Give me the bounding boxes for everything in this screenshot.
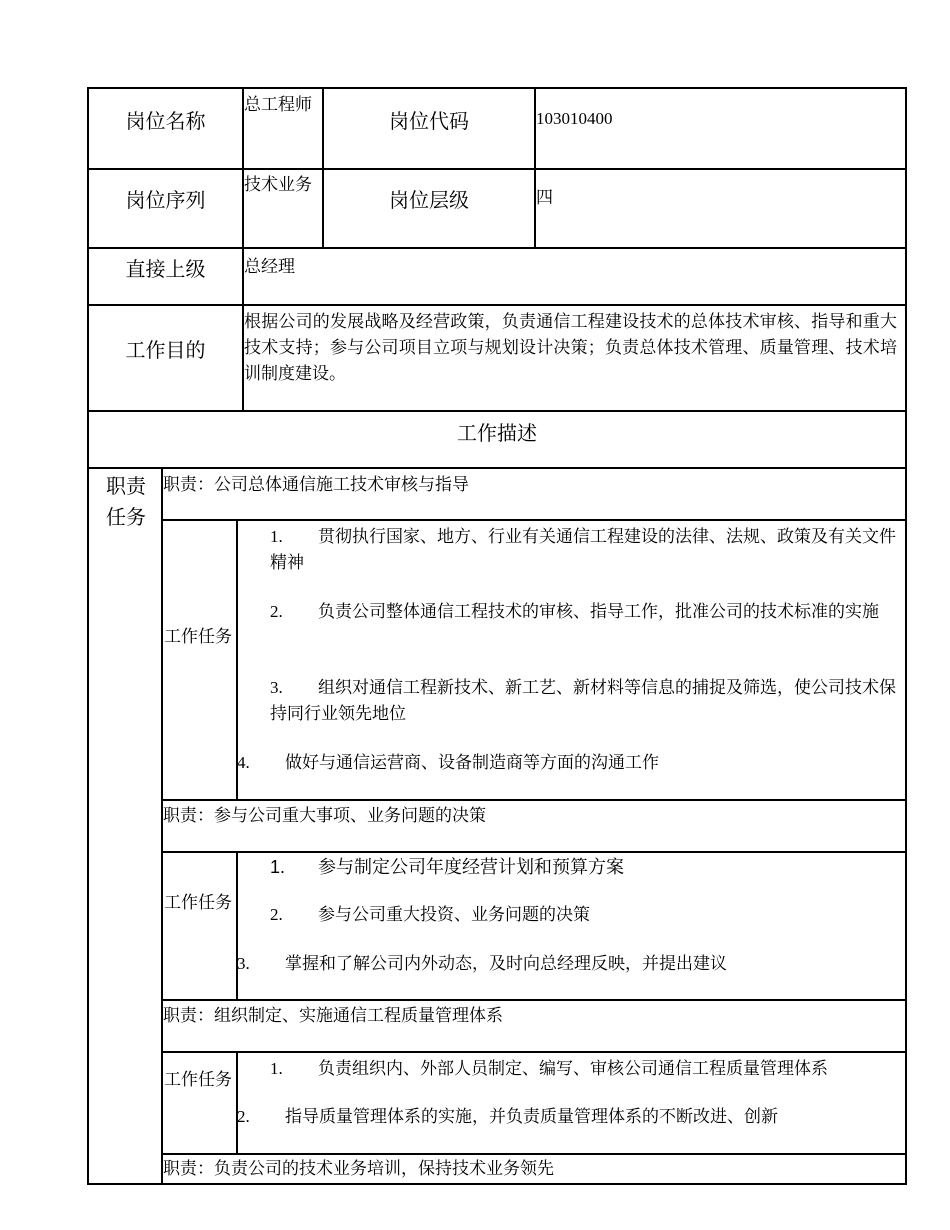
task-item: [270, 675, 898, 727]
task-item: [237, 1104, 897, 1130]
task-number: 1.: [270, 1059, 283, 1078]
task-number: 1.: [270, 857, 286, 877]
task-text: 负责公司整体通信工程技术的审核、指导工作，批准公司的技术标准的实施: [318, 602, 879, 621]
superior-value: 总经理: [244, 257, 295, 276]
position-name-value: 总工程师: [244, 95, 312, 114]
task-number: 3.: [237, 954, 250, 973]
duties-label: 职责任务: [106, 476, 146, 529]
task-text: 参与制定公司年度经营计划和预算方案: [318, 857, 624, 877]
position-level-label: 岗位层级: [389, 189, 469, 212]
duty-title: 职责：负责公司的技术业务培训，保持技术业务领先: [163, 1159, 554, 1178]
task-text: 掌握和了解公司内外动态，及时向总经理反映，并提出建议: [285, 954, 727, 973]
task-number: 2.: [270, 905, 283, 924]
task-label: 工作任务: [164, 893, 232, 912]
task-number: 1.: [270, 527, 283, 546]
duty-title: 职责：组织制定、实施通信工程质量管理体系: [163, 1006, 503, 1025]
duty-title: 职责：参与公司重大事项、业务问题的决策: [163, 806, 486, 825]
work-description-title: 工作描述: [457, 422, 537, 445]
position-series-label: 岗位序列: [125, 189, 206, 212]
task-item: [237, 951, 897, 977]
purpose-value: 根据公司的发展战略及经营政策，负责通信工程建设技术的总体技术审核、指导和重大技术支持；参与公司项目立项与规划设计决策；负责总体技术管理、质量管理、技术培训制度建设。: [244, 312, 897, 383]
position-series-value: 技术业务: [244, 175, 312, 194]
task-number: 2.: [270, 602, 283, 621]
task-number: 3.: [270, 678, 283, 697]
position-name-label: 岗位名称: [125, 110, 206, 133]
task-text: 做好与通信运营商、设备制造商等方面的沟通工作: [285, 753, 659, 772]
task-item: [270, 1056, 898, 1082]
purpose-label: 工作目的: [125, 339, 206, 362]
task-text: 指导质量管理体系的实施，并负责质量管理体系的不断改进、创新: [285, 1107, 778, 1126]
task-label: 工作任务: [164, 627, 232, 646]
task-item: [270, 854, 898, 880]
task-text: 组织对通信工程新技术、新工艺、新材料等信息的捕捉及筛选，使公司技术保持同行业领先地位: [270, 678, 896, 723]
task-item: [237, 750, 897, 776]
duty-title: 职责：公司总体通信施工技术审核与指导: [163, 475, 469, 494]
task-label: 工作任务: [164, 1070, 232, 1089]
task-text: 负责组织内、外部人员制定、编写、审核公司通信工程质量管理体系: [318, 1059, 828, 1078]
position-level-value: 四: [536, 188, 553, 207]
position-code-label: 岗位代码: [389, 110, 469, 133]
task-number: 4.: [237, 753, 250, 772]
task-text: 参与公司重大投资、业务问题的决策: [318, 905, 590, 924]
task-item: [270, 599, 898, 625]
task-number: 2.: [237, 1107, 250, 1126]
position-code-value: 103010400: [536, 109, 613, 128]
task-item: [270, 902, 898, 928]
task-item: [270, 524, 898, 576]
task-text: 贯彻执行国家、地方、行业有关通信工程建设的法律、法规、政策及有关文件精神: [270, 527, 896, 572]
superior-label: 直接上级: [125, 258, 206, 281]
